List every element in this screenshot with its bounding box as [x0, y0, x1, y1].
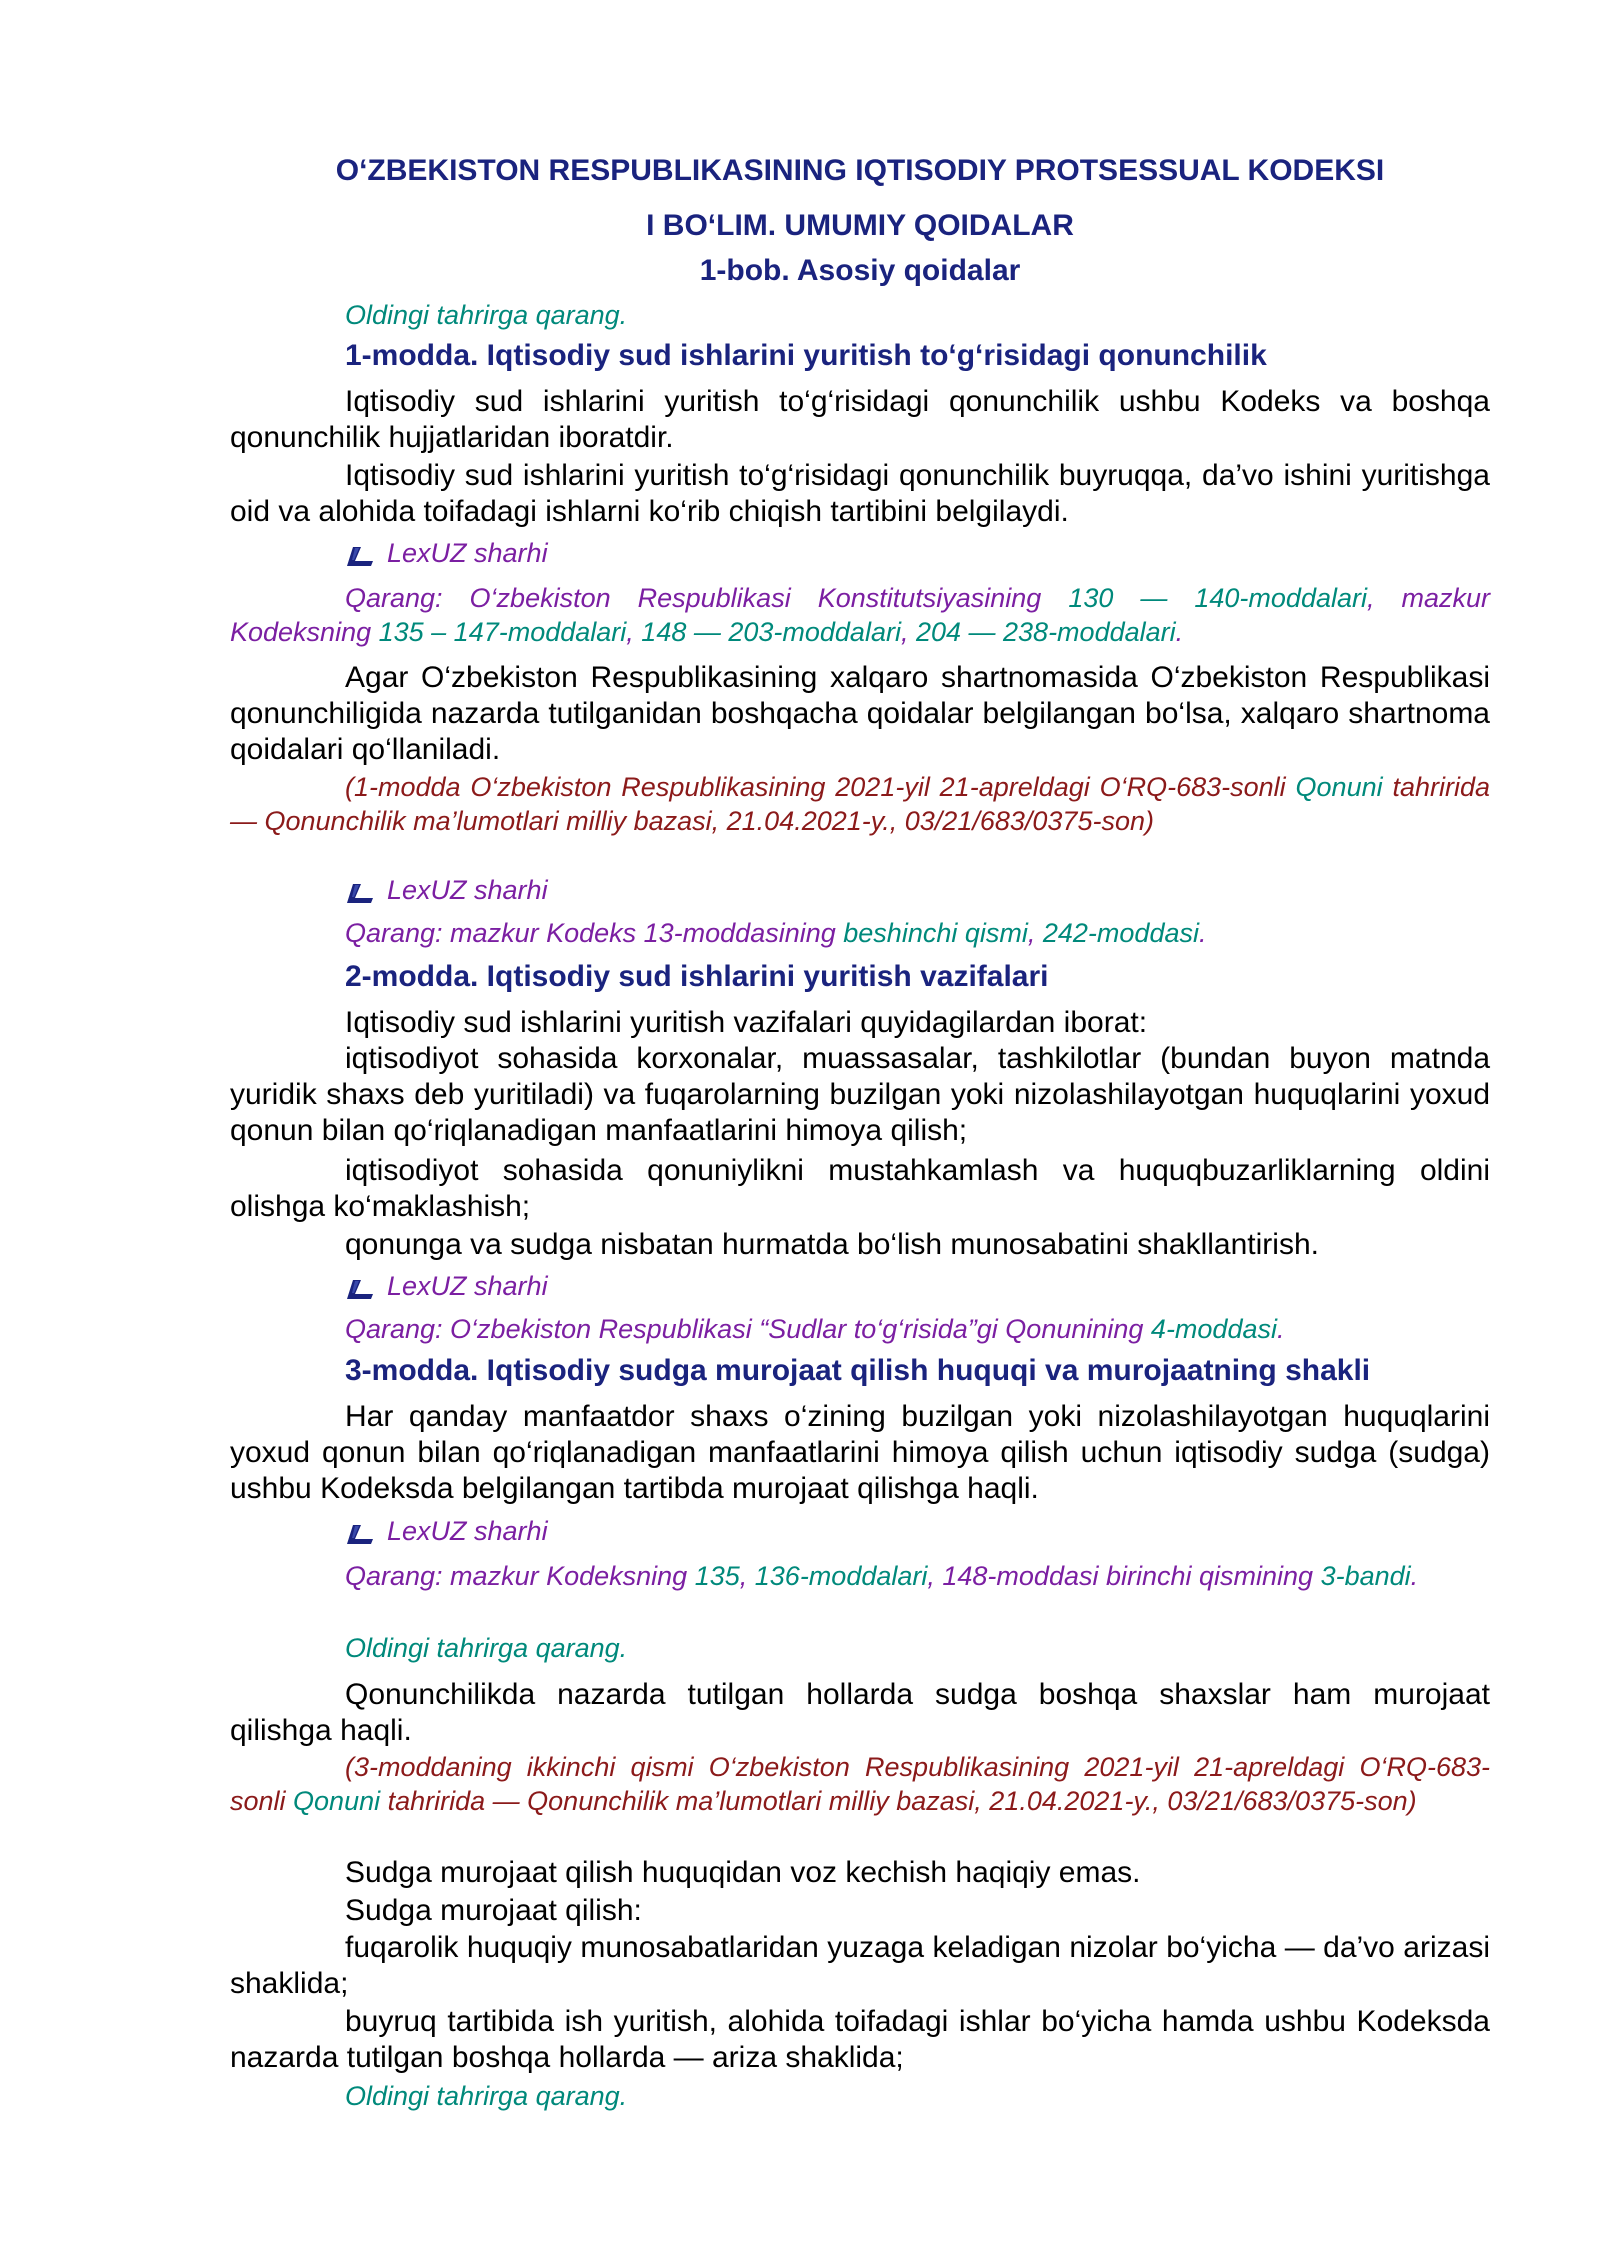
lexuz-label: LexUZ sharhi — [387, 1271, 548, 1301]
prev-edition-link[interactable]: Oldingi tahrirga qarang. — [345, 300, 628, 330]
lexuz-icon — [345, 1521, 375, 1543]
lexuz-comment-link[interactable] — [230, 1271, 1490, 1302]
section-title: I BO‘LIM. UMUMIY QOIDALAR — [646, 209, 1074, 242]
code-title: O‘ZBEKISTON RESPUBLIKASINING IQTISODIY PROTSESSUAL KODEKSI — [335, 154, 1385, 187]
article-3-paragraph: Sudga murojaat qilish huquqidan voz kechish haqiqiy emas. — [345, 1856, 1141, 1889]
reference-link[interactable]: 135 — [694, 1561, 740, 1591]
reference-note: Qarang: O‘zbekiston Respublikasi “Sudlar to‘g‘risida”gi Qonunining 4-moddasi. — [345, 1314, 1285, 1344]
amendment-note: (3-moddaning ikkinchi qismi O‘zbekiston Respublikasining 2021-yil 21-apreldagi O‘RQ-683-sonli Qonuni tahririda — Qonunchilik ma’lumotlari milliy bazasi, 21.04.2021-y., 03/21/683/0375-son) — [230, 1752, 1490, 1816]
article-2-paragraph: iqtisodiyot sohasida korxonalar, muassasalar, tashkilotlar (bundan buyon matnda yuridik shaxs deb yuritiladi) va fuqarolarning buzilgan yoki nizolashilayotgan huquqlarini yoxud qonun bilan qo‘riqlanadigan manfaatlarini himoya qilish; — [230, 1042, 1490, 1147]
reference-link[interactable]: 4-moddasi — [1150, 1314, 1277, 1344]
reference-note: Qarang: mazkur Kodeks 13-moddasining beshinchi qismi, 242-moddasi. — [345, 918, 1207, 948]
reference-link[interactable]: 148 — 203-moddalari — [641, 617, 901, 647]
reference-link[interactable]: 136-moddalari — [754, 1561, 928, 1591]
lexuz-comment-link[interactable] — [230, 1516, 1490, 1547]
law-link[interactable]: Qonuni — [1295, 772, 1383, 802]
article-3-paragraph: Sudga murojaat qilish: — [345, 1894, 642, 1927]
article-2-title: 2-modda. Iqtisodiy sud ishlarini yuritish vazifalari — [345, 960, 1049, 993]
lexuz-icon — [345, 880, 375, 902]
reference-link[interactable]: 130 — 140-moddalari — [1068, 583, 1367, 613]
article-3-paragraph: Qonunchilikda nazarda tutilgan hollarda sudga boshqa shaxslar ham murojaat qilishga haqli. — [230, 1678, 1490, 1747]
reference-link[interactable]: 204 — 238-moddalari — [915, 617, 1176, 647]
article-2-paragraph: iqtisodiyot sohasida qonuniylikni mustahkamlash va huquqbuzarliklarning oldini olishga ko‘maklashish; — [230, 1154, 1490, 1223]
lexuz-label: LexUZ sharhi — [387, 538, 548, 568]
prev-edition-link[interactable]: Oldingi tahrirga qarang. — [345, 1633, 628, 1663]
reference-note: Qarang: O‘zbekiston Respublikasi Konstitutsiyasining 130 — 140-moddalari, mazkur Kodeksning 135 – 147-moddalari, 148 — 203-moddalari, 204 — 238-moddalari. — [230, 583, 1490, 647]
prev-edition-link[interactable]: Oldingi tahrirga qarang. — [345, 2081, 628, 2111]
reference-note: Qarang: mazkur Kodeksning 135, 136-moddalari, 148-moddasi birinchi qismining 3-bandi. — [345, 1561, 1419, 1591]
amendment-note: (1-modda O‘zbekiston Respublikasining 2021-yil 21-apreldagi O‘RQ-683-sonli Qonuni tahririda — Qonunchilik ma’lumotlari milliy bazasi, 21.04.2021-y., 03/21/683/0375-son) — [230, 772, 1490, 836]
article-2-paragraph: Iqtisodiy sud ishlarini yuritish vazifalari quyidagilardan iborat: — [345, 1006, 1148, 1039]
article-3-paragraph: fuqarolik huquqiy munosabatlaridan yuzaga keladigan nizolar bo‘yicha — da’vo arizasi shaklida; — [230, 1931, 1490, 2000]
article-1-paragraph: Iqtisodiy sud ishlarini yuritish to‘g‘risidagi qonunchilik ushbu Kodeks va boshqa qonunchilik hujjatlaridan iboratdir. — [230, 385, 1490, 454]
article-1-paragraph: Agar O‘zbekiston Respublikasining xalqaro shartnomasida O‘zbekiston Respublikasi qonunchiligida nazarda tutilganidan boshqacha qoidalar belgilangan bo‘lsa, xalqaro shartnoma qoidalari qo‘llaniladi. — [230, 661, 1490, 766]
lexuz-icon — [345, 1276, 375, 1298]
lexuz-comment-link[interactable] — [230, 875, 1490, 906]
lexuz-label: LexUZ sharhi — [387, 875, 548, 905]
lexuz-icon — [345, 543, 375, 565]
reference-link[interactable]: 135 – 147-moddalari — [378, 617, 627, 647]
reference-link[interactable]: 242-moddasi — [1042, 918, 1199, 948]
article-3-paragraph: buyruq tartibida ish yuritish, alohida toifadagi ishlar bo‘yicha hamda ushbu Kodeksda nazarda tutilgan boshqa hollarda — ariza shaklida; — [230, 2005, 1490, 2074]
article-1-title: 1-modda. Iqtisodiy sud ishlarini yuritish to‘g‘risidagi qonunchilik — [345, 339, 1267, 372]
lexuz-label: LexUZ sharhi — [387, 1516, 548, 1546]
article-3-title: 3-modda. Iqtisodiy sudga murojaat qilish huquqi va murojaatning shakli — [345, 1354, 1371, 1387]
reference-link[interactable]: 3-bandi — [1320, 1561, 1411, 1591]
law-link[interactable]: Qonuni — [293, 1786, 381, 1816]
article-2-paragraph: qonunga va sudga nisbatan hurmatda bo‘lish munosabatini shakllantirish. — [345, 1228, 1319, 1261]
article-3-paragraph: Har qanday manfaatdor shaxs o‘zining buzilgan yoki nizolashilayotgan huquqlarini yoxud qonun bilan qo‘riqlanadigan manfaatlarini himoya qilish uchun iqtisodiy sudga (sudga) ushbu Kodeksda belgilangan tartibda murojaat qilishga haqli. — [230, 1400, 1490, 1505]
chapter-title: 1-bob. Asosiy qoidalar — [699, 254, 1021, 287]
article-1-paragraph: Iqtisodiy sud ishlarini yuritish to‘g‘risidagi qonunchilik buyruqqa, da’vo ishini yuritishga oid va alohida toifadagi ishlarni ko‘rib chiqish tartibini belgilaydi. — [230, 459, 1490, 528]
reference-link[interactable]: beshinchi qismi — [843, 918, 1028, 948]
lexuz-comment-link[interactable] — [230, 538, 1490, 569]
